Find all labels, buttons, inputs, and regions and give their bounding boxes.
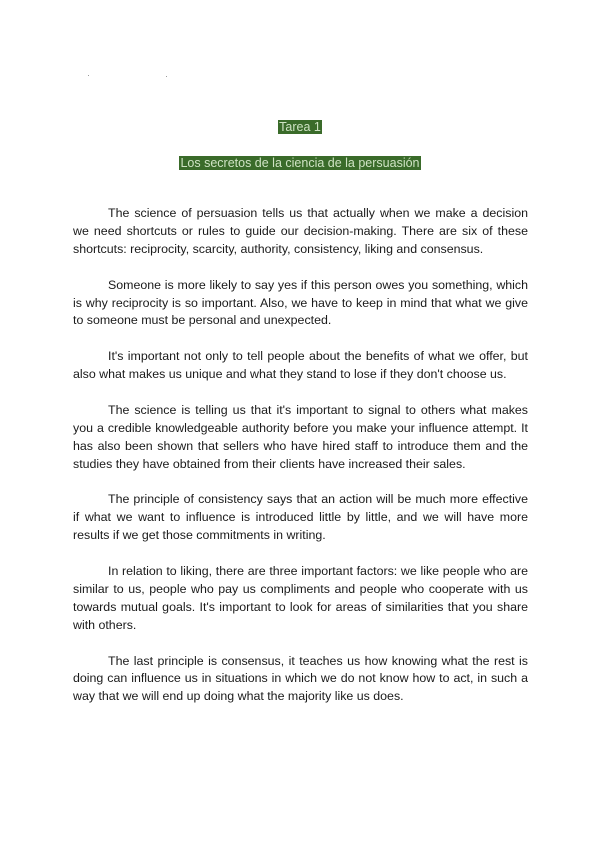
paragraph-3: It's important not only to tell people about the benefits of what we offer, but also what makes us unique and what they stand to lose if they don't choose us. xyxy=(73,349,528,382)
task-heading-text: Tarea 1 xyxy=(279,120,321,134)
paragraph-2: Someone is more likely to say yes if this person owes you something, which is why reciprocity is so important. Also, we have to keep in mind that what we give to someone must be personal and unexpected. xyxy=(73,277,528,328)
paragraph-4: The science is telling us that it's important to signal to others what makes you a credible knowledgeable authority before you make your influence attempt. It has also been shown that sellers who have hired staff to introduce them and the studies they have obtained from their clients have increased their sales. xyxy=(73,402,528,471)
speck xyxy=(88,75,89,76)
paragraph-1: The science of persuasion tells us that actually when we make a decision we need shortcuts or rules to guide our decision-making. There are six of these shortcuts: reciprocity, scarcity, authority, consistency, liking and consensus. xyxy=(73,206,528,256)
scan-specks xyxy=(88,74,168,78)
body-text xyxy=(73,205,528,724)
document-title xyxy=(0,155,600,171)
speck xyxy=(166,76,167,77)
paragraph-5: The principle of consistency says that an action will be much more effective if what we want to influence is introduced little by little, and we will have more results if we get those commitments in writing. xyxy=(73,492,528,543)
paragraph-6: In relation to liking, there are three important factors: we like people who are similar to us, people who pay us compliments and people who cooperate with us towards mutual goals. It's important to look for areas of similarities that you share with others. xyxy=(73,564,528,632)
document-title-text: Los secretos de la ciencia de la persuasión xyxy=(180,156,420,170)
paragraph-7: The last principle is consensus, it teaches us how knowing what the rest is doing can influence us in situations in which we do not know how to act, in such a way that we will end up doing what the majority like us does. xyxy=(73,653,528,704)
task-heading xyxy=(0,119,600,135)
